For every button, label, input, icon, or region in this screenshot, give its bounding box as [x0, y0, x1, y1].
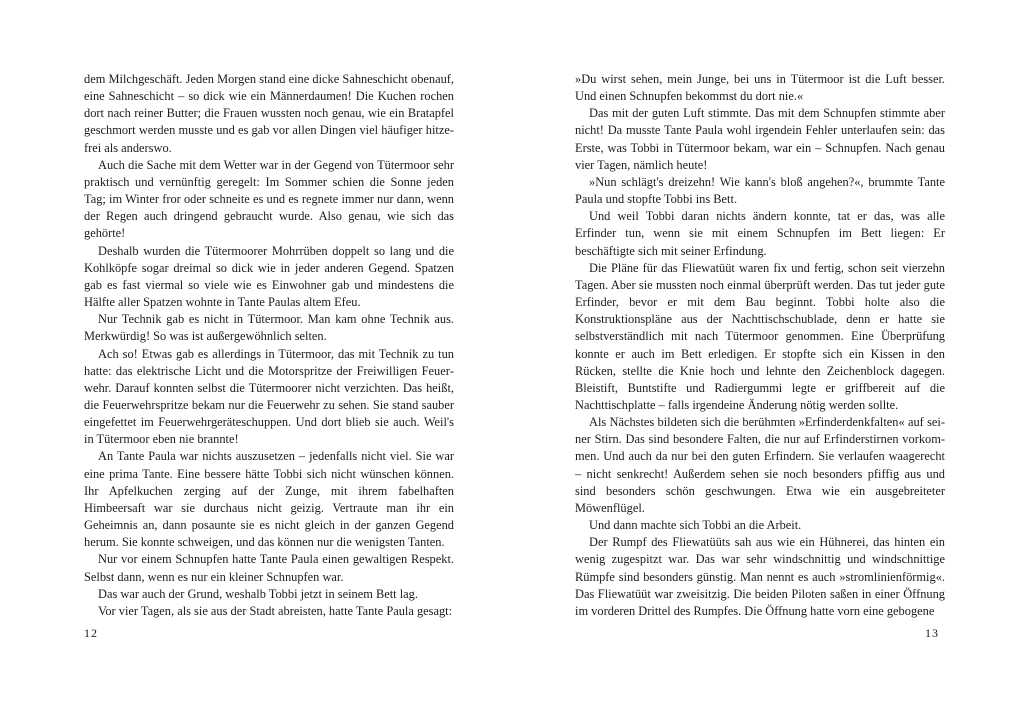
paragraph: Das war auch der Grund, weshalb Tobbi jetzt in seinem Bett lag. — [98, 586, 418, 601]
paragraph: »Du wirst sehen, mein Junge, bei uns in Tütermoor ist die Luft besser. Und einen Schnupfen bekommst du dort nie.« — [575, 72, 945, 104]
paragraph: Und weil Tobbi daran nichts ändern konnte, tat er das, was alle Erfinder tun, wenn sie mit einem Schnupfen im Bett liegen: Er beschäftigte sich mit seiner Erfindung. — [575, 209, 945, 258]
paragraph: »Nun schlägt's dreizehn! Wie kann's bloß angehen?«, brummte Tante Paula und stopfte Tobbi ins Bett. — [575, 174, 945, 207]
paragraph: Als Nächstes bildeten sich die berühmten »Erfinderdenkfalten« auf seiner Stirn. Das sind besondere Falten, die nur auf Erfinderstirnen vorkommen. Und auch da nur bei den guten Erfindern. Sie verlaufen waagerecht – nicht senkrecht! Außerdem sehen sie noch besonders pfiffig aus und sind besonders schön geschwungen. Etwa wie ein ausgebreiteter Möwenflügel. — [575, 415, 945, 515]
right-page-text — [575, 71, 945, 620]
page-number-right: 13 — [925, 626, 939, 640]
paragraph: An Tante Paula war nichts auszusetzen – jedenfalls nicht viel. Sie war eine prima Tante. Eine bessere hätte Tobbi sich nicht wünschen können. Ihr Apfelkuchen zerging auf der Zunge, mit ihrem fabelhaften Himbeersaft war sie durchaus nicht geizig. Vertraute man ihr ein Geheimnis an, dann posaunte sie es nicht gleich in der ganzen Gegend herum. Sie konnte schweigen, und das können nur die wenigsten Tanten. — [84, 449, 454, 550]
paragraph: Vor vier Tagen, als sie aus der Stadt abreisten, hatte Tante Paula gesagt: — [98, 603, 453, 618]
paragraph: Das mit der guten Luft stimmte. Das mit dem Schnupfen stimmte aber nicht! Da musste Tante Paula wohl irgendein Fehler unterlaufen sein: das Erste, was Tobbi in Tütermoor bekam, war ein – Schnupfen. Nach genau vier Tagen, nämlich heute! — [575, 106, 945, 172]
paragraph: Deshalb wurden die Tütermoorer Mohrrüben doppelt so lang und die Kohlköpfe sogar dreimal so dick wie in jeder anderen Gegend. Spatzen gab es fast viermal so viele wie es Einwohner gab und mindestens die Hälfte aller Spatzen wohnte in Tante Paulas altem Efeu. — [84, 243, 454, 310]
right-page — [510, 0, 1020, 725]
paragraph: Der Rumpf des Fliewatüüts sah aus wie ein Hühnerei, das hinten ein wenig zugespitzt war. Das war sehr windschnittig und windschnittige Rümpfe sind besonders günstig. Man nennt es auch »stromlinienförmig«. Das Fliewatüüt war zweisitzig. Die beiden Piloten saßen in einer Öffnung im vorderen Drittel des Rumpfes. Die Öffnung hatte vorn eine gebogene — [575, 535, 945, 618]
paragraph: Ach so! Etwas gab es allerdings in Tütermoor, das mit Technik zu tun hatte: das elektrische Licht und die Motorspritze der Freiwilligen Feuerwehr. Darauf konnten selbst die Tütermoorer nicht verzichten. Das heißt, die Feuerwehrspritze bekam nur die Feuerwehr zu sehen. Sie stand sauber eingefettet im Feuerwehrgeräteschuppen. Und dort blieb sie auch. Weil's in Tütermoor eben nie brannte! — [84, 346, 454, 447]
paragraph: Und dann machte sich Tobbi an die Arbeit. — [589, 518, 802, 533]
left-page-text — [84, 71, 454, 620]
paragraph: Auch die Sache mit dem Wetter war in der Gegend von Tütermoor sehr praktisch und vernünftig geregelt: Im Sommer schien die Sonne jeden Tag; im Winter fror oder schneite es und es regnete immer nur dann, wenn der Regen auch dringend gebraucht wurde. Also genau, wie sich das gehörte! — [84, 157, 454, 241]
paragraph: Die Pläne für das Fliewatüüt waren fix und fertig, schon seit vierzehn Tagen. Aber sie mussten noch einmal überprüft werden. Das tut jeder gute Erfinder, bevor er mit dem Bau beginnt. Tobbi holte also die Konstruktionspläne aus der Nachttischschublade, denn er hatte sie selbstverständlich mit nach Tütermoor genommen. Eine Überprüfung konnte er auch im Bett erledigen. Er stopfte sich ein Kissen in den Rücken, stellte die Knie hoch und lehnte den Zeichenblock dagegen. Bleistift, Buntstifte und Radiergummi legte er griffbereit auf die Nachttischplatte – falls irgendeine Änderung nötig werden sollte. — [575, 260, 945, 412]
paragraph: Nur vor einem Schnupfen hatte Tante Paula einen gewaltigen Respekt. Selbst dann, wenn es nur ein kleiner Schnupfen war. — [84, 552, 454, 584]
paragraph: dem Milchgeschäft. Jeden Morgen stand eine dicke Sahneschicht obenauf, eine Sahneschicht – so dick wie ein Männerdaumen! Die Kuchen rochen dort nach reiner Butter; die Frauen wussten noch genau, wie ein Bratapfel geschmort werden musste und es gab vor allen Dingen viel häufiger hitzefrei als anderswo. — [84, 72, 454, 155]
page-number-left: 12 — [84, 626, 98, 640]
paragraph: Nur Technik gab es nicht in Tütermoor. Man kam ohne Technik aus. Merkwürdig! So was ist außergewöhnlich selten. — [84, 312, 454, 344]
